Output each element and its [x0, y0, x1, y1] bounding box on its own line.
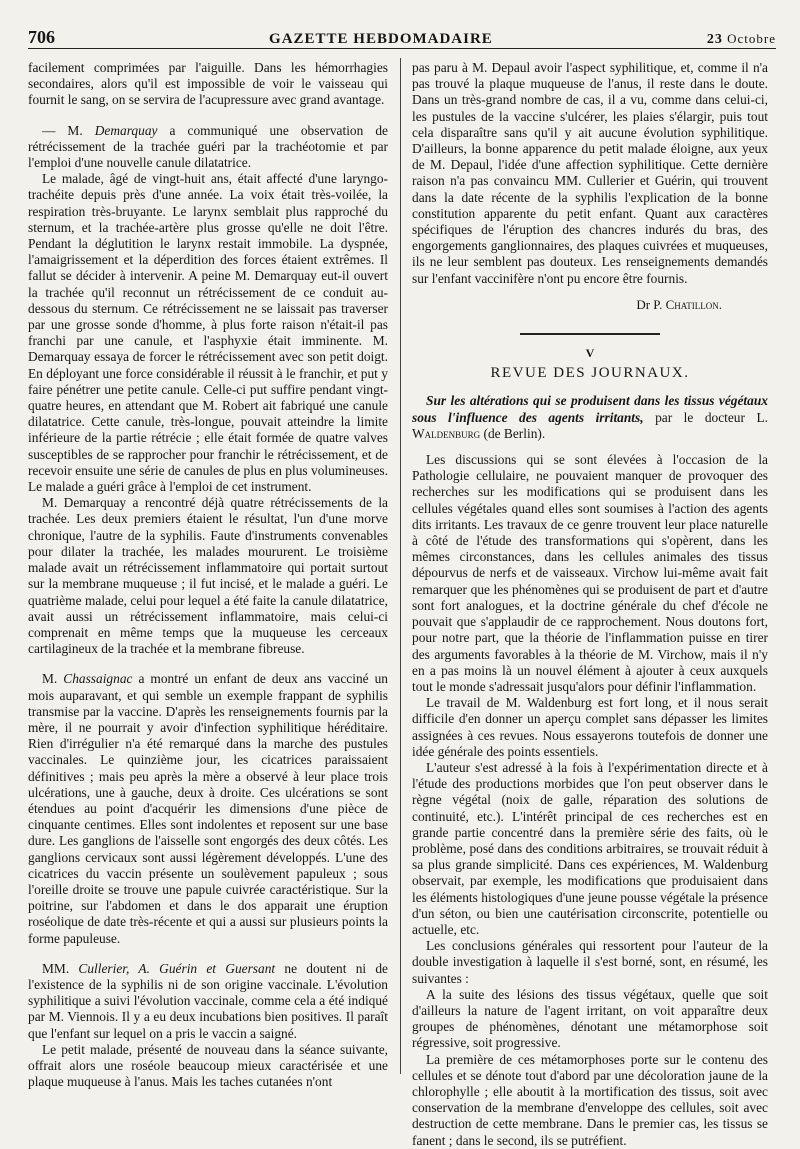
paragraph: Le petit malade, présenté de nouveau dans la séance suivante, offrait alors une roséole beaucoup mieux caractérisée et une plaque muqueuse à l'anus. Mais les taches cutanées n'ont — [28, 1041, 388, 1090]
article-author: Waldenburg — [412, 425, 481, 441]
issue-month: Octobre — [727, 31, 776, 46]
paragraph: Les discussions qui se sont élevées à l'occasion de la Pathologie cellulaire, ne pouvaient manquer de provoquer des recherches sur les modifications qui se produisent dans les cellules végétales quand elles sont soumises à l'action des agents dits irritants. Les travaux de ce genre trouvent leur place naturelle à côté de l'étude des transformations qui s'opèrent, dans les mêmes circonstances, dans les cellules animales des tissus dépourvus de nerfs et de vaisseaux. Virchow lui-même avait fait remarquer que les phénomènes qui se produisent de part et d'autre sont fort analogues, et la doctrine générale du chef d'école ne pouvait que s'applaudir de ce rapprochement. Nous doutons fort, pour notre part, que la théorie de l'inflammation puisse en tirer des arguments favorables à la théorie de M. Virchow, mais il n'y en a pas moins là un nouvel élément à ajouter à ceux auxquels tout le monde s'adressait jusqu'alors pour définir l'inflammation. — [412, 452, 768, 694]
issue-date — [707, 31, 776, 48]
issue-day: 23 — [706, 32, 723, 47]
paragraph-lead: M. — [42, 671, 64, 687]
signature — [412, 297, 722, 313]
paragraph-body: a montré un enfant de deux ans vacciné un mois auparavant, et qui semble un exemple frappant de syphilis transmise par la vaccine. D'après les renseignements fournis par la mère, il ne pourrait y avoir d'infection syphilitique héréditaire. Rien d'irrégulier n'a été remarqué dans la marche des pustules vaccinales. Le quinzième jour, les cicatrices paraissaient définitives ; mais peu après la mère a observé à leur place trois ulcérations, une à gauche, deux à droite. Ces ulcérations se sont étendues au point d'acquérir les dimensions d'une pièce de cinquante centimes. Elles sont indolentes et reposent sur une base dure. Les ganglions de l'aisselle sont engorgés des deux côtés. Les ganglions cervicaux sont aussi légèrement développés. L'une des cicatrices du vaccin présente un soulèvement papuleux ; sous l'oreille droite se trouve une papule cuivrée caractéristique. Sur la poitrine, sur l'abdomen et dans le dos apparait une éruption roséolique de date très-récente et qui a aussi sur plusieurs points la forme papuleuse. — [28, 671, 388, 946]
paragraph: Les conclusions générales qui ressortent pour l'auteur de la double investigation à laquelle il s'est borné, sont, en résumé, les suivantes : — [412, 938, 768, 986]
person-name: Demarquay — [94, 122, 158, 138]
paragraph: Le malade, âgé de vingt-huit ans, était affecté d'une laryngo-trachéite depuis près d'une année. La voix était très-voilée, la respiration très-bruyante. Le larynx semblait plus rapproché du sternum, et la trachée-artère plus grosse qu'elle ne doit l'être. Pendant la déglutition le larynx restait immobile. La dyspnée, l'amaigrissement et la déperdition des forces étaient extrêmes. Il fallut se décider à intervenir. A peine M. Demarquay eut-il ouvert la trachée qu'il reconnut un rétrécissement de ce conduit au-dessous du sternum. Ce rétrécissement ne se laissait pas traverser par une grosse sonde d'homme, à plus forte raison n'était-il pas franchi par une canule, et l'asphyxie était imminente. M. Demarquay essaya de forcer le rétrécissement avec son petit doigt. En déployant une force considérable il réussit à le franchir, et put y faire pénétrer une petite canule. Celle-ci put suffire pendant vingt-quatre heures, en attendant que M. Robert ait fabriqué une canule dilatatrice. Cette canule, très-longue, pouvait atteindre la limite inférieure de la partie rétrécie ; elle était formée de quatre valves susceptibles de se rapprocher pour franchir le rétrécissement, et de recevoir ensuite une série de canules de plus en plus volumineuses. Le malade a guéri grâce à l'emploi de cet instrument. — [28, 171, 388, 495]
paragraph: pas paru à M. Depaul avoir l'aspect syphilitique, et, comme il n'a pas trouvé la plaque muqueuse de l'anus, il reste dans le doute. Dans un très-grand nombre de cas, il a vu, comme dans celui-ci, les pustules de la vaccine s'ulcérer, les plaies s'élargir, puis tout cela disparaître sans qu'il y ait aucune évolution syphilitique. D'ailleurs, la bonne apparence du petit malade éloigne, aux yeux de M. Depaul, l'idée d'une affection syphilitique. Cette dernière raison n'a pas convaincu MM. Cullerier et Guérin, qui trouvent dans la date récente de la syphilis l'explication de la bonne constitution apparente du petit enfant. Quant aux caractères spécifiques de l'éruption des chancres indurés du bras, des engorgements ganglionnaires, des plaques cuivrées et muqueuses, ils ne leur semblent pas douteux. Les renseignements demandés sur l'enfant vaccinifère n'ont pu encore être fournis. — [412, 60, 768, 286]
article-heading — [412, 393, 768, 442]
person-name: Chassaignac — [63, 671, 133, 687]
paragraph — [28, 123, 388, 172]
section-title: REVUE DES JOURNAUX. — [490, 365, 690, 382]
paragraph: L'auteur s'est adressé à la fois à l'expérimentation directe et à l'étude des productions morbides que l'on peut observer dans le règne végétal (noix de galle, réparation des solutions de continuité, etc.). L'intérêt principal de ces recherches est en grande partie concentré dans la première série des faits, où le problème, posé dans des conditions arbitraires, se trouvait réduit à sa plus grande simplicité. Dans ces expériences, M. Waldenburg observait, par exemple, les modifications que produisaient dans les éléments histologiques d'une jeune pousse végétale la présence d'un séton, ou bien une cautérisation circonscrite, potentielle ou actuelle, etc. — [412, 759, 768, 937]
paragraph — [28, 671, 388, 946]
signature-prefix: Dr P. — [636, 296, 663, 312]
right-column — [412, 60, 768, 1148]
paragraph: facilement comprimées par l'aiguille. Dans les hémorrhagies secondaires, alors qu'il est impossible de voir le vaisseau qui fournit le sang, on se servira de l'acupressure avec grand avantage. — [28, 60, 388, 108]
paragraph-lead: — M. — [42, 122, 95, 138]
article-title: Sur les altérations qui se produisent dans les tissus végétaux sous l'influence des agents irritants, — [412, 393, 768, 425]
article-place: (de Berlin). — [480, 425, 546, 441]
paragraph: M. Demarquay a rencontré déjà quatre rétrécissements de la trachée. Les deux premiers étaient le résultat, l'un d'une morve chronique, l'autre de la syphilis. Faute d'instruments convenables pour dilater la trachée, les malades moururent. Le troisième malade avait un rétrécissement inflammatoire qui portait surtout sur la membrane muqueuse ; il fut incisé, et le malade a guéri. Le quatrième malade, celui pour lequel a été faite la canule dilatatrice, avait aussi un rétrécissement inflammatoire, mais celui-ci comprenait en même temps que la muqueuse les cerceaux cartilagineux de la trachée et la membrane fibreuse. — [28, 495, 388, 657]
column-divider — [400, 58, 401, 1074]
person-names: Cullerier, A. Guérin et Guersant — [78, 960, 276, 976]
signature-name: Chatillon. — [665, 296, 722, 312]
article-byline: par le docteur L. — [643, 409, 768, 425]
paragraph: La première de ces métamorphoses porte sur le contenu des cellules et se dénote tout d'abord par une décoloration jaune de la chlorophylle ; elle aboutit à la mortification des tissus, soit avec conservation de la membrane d'enveloppe des cellules, soit avec destruction de cette membrane. Dans le premier cas, les tissus se fanent ; dans le second, ils se putréfient. — [412, 1051, 768, 1148]
paragraph-lead: MM. — [42, 960, 79, 976]
paragraph-body: ne doutent ni de l'existence de la syphilis ni de son origine vaccinale. L'évolution syphilitique a suivi l'évolution vaccinale, comme cela a été indiqué par M. Viennois. Il y a eu deux incubations bien positives. Il paraît que l'enfant sur lequel on a pris le vaccin a saigné. — [28, 960, 388, 1041]
paragraph: A la suite des lésions des tissus végétaux, quelle que soit d'ailleurs la nature de l'agent irritant, on voit apparaître deux groupes de phénomènes, dénotant une métamorphose soit régressive, soit progressive. — [412, 986, 768, 1051]
section-divider — [520, 333, 660, 335]
paragraph-body: a communiqué une observation de rétrécissement de la trachée guéri par la trachéotomie et par l'emploi d'une nouvelle canule dilatatrice. — [28, 122, 388, 171]
paragraph: Le travail de M. Waldenburg est fort long, et il nous serait difficile d'en donner un aperçu complet sans dépasser les limites assignées à ces revues. Nous essayerons toutefois de donner une idée générale des points essentiels. — [412, 695, 768, 759]
section-number: V — [585, 346, 595, 361]
page-number: 706 — [28, 27, 55, 47]
paragraph — [28, 961, 388, 1042]
journal-title: GAZETTE HEBDOMADAIRE — [269, 31, 493, 47]
left-column — [28, 60, 388, 1090]
running-header — [28, 20, 776, 49]
